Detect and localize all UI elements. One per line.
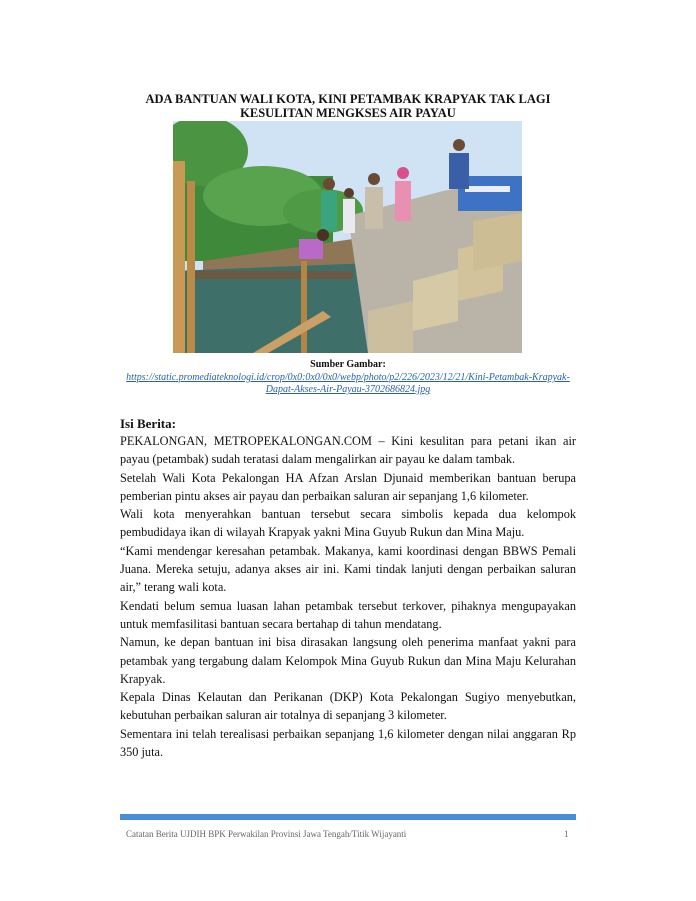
document-title: ADA BANTUAN WALI KOTA, KINI PETAMBAK KRAPYAK TAK LAGI KESULITAN MENGKSES AIR PAYAU (145, 92, 551, 120)
article-paragraph: Kepala Dinas Kelautan dan Perikanan (DKP) Kota Pekalongan Sugiyo menyebutkan, kebutuhan perbaikan saluran air totalnya di sepanjang 3 kilometer. (120, 690, 576, 723)
article-paragraph: Sementara ini telah terealisasi perbaikan sepanjang 1,6 kilometer dengan nilai anggaran Rp 350 juta. (120, 726, 576, 760)
image-source-link[interactable]: https://static.promediateknologi.id/crop/0x0:0x0/0x0/webp/photo/p2/226/2023/12/21/Kini-Petambak-Krapyak-Dapat-Akses-Air-Payau-3702686824.jpg (126, 372, 570, 395)
news-photo (173, 121, 522, 353)
footer-text: Catatan Berita UJDIH BPK Perwakilan Provinsi Jawa Tengah/Titik Wijayanti (126, 829, 407, 839)
article-paragraph: Kendati belum semua luasan lahan petambak tersebut terkover, pihaknya mengupayakan untuk memfasilitasi bantuan secara bertahap di tahun mendatang. (120, 598, 576, 631)
section-heading: Isi Berita: (120, 416, 176, 431)
article-paragraph: Namun, ke depan bantuan ini bisa dirasakan langsung oleh penerima manfaat yakni para petambak yang tergabung dalam Kelompok Mina Guyub Rukun dan Mina Maju Kelurahan Krapyak. (120, 635, 576, 686)
page-number: 1 (564, 829, 569, 839)
article-body (120, 432, 576, 761)
article-paragraph: PEKALONGAN, METROPEKALONGAN.COM – Kini kesulitan para petani ikan air payau (petambak) sudah teratasi dalam mengalirkan air payau ke dalam tambak. (120, 434, 576, 467)
article-paragraph: Setelah Wali Kota Pekalongan HA Afzan Arslan Djunaid memberikan bantuan berupa pemberian pintu akses air payau dan perbaikan saluran air sepanjang 1,6 kilometer. (120, 470, 576, 503)
footer-divider (120, 814, 576, 820)
image-caption-label: Sumber Gambar: (310, 359, 386, 370)
article-paragraph: Wali kota menyerahkan bantuan tersebut secara simbolis kepada dua kelompok pembudidaya ikan di wilayah Krapyak yakni Mina Guyub Rukun dan Mina Maju. (120, 507, 576, 540)
article-paragraph: “Kami mendengar keresahan petambak. Makanya, kami koordinasi dengan BBWS Pemali Juana. Mereka setuju, adanya akses air ini. Kami tindak lanjuti dengan perbaikan saluran air,” terang wali kota. (120, 543, 576, 595)
